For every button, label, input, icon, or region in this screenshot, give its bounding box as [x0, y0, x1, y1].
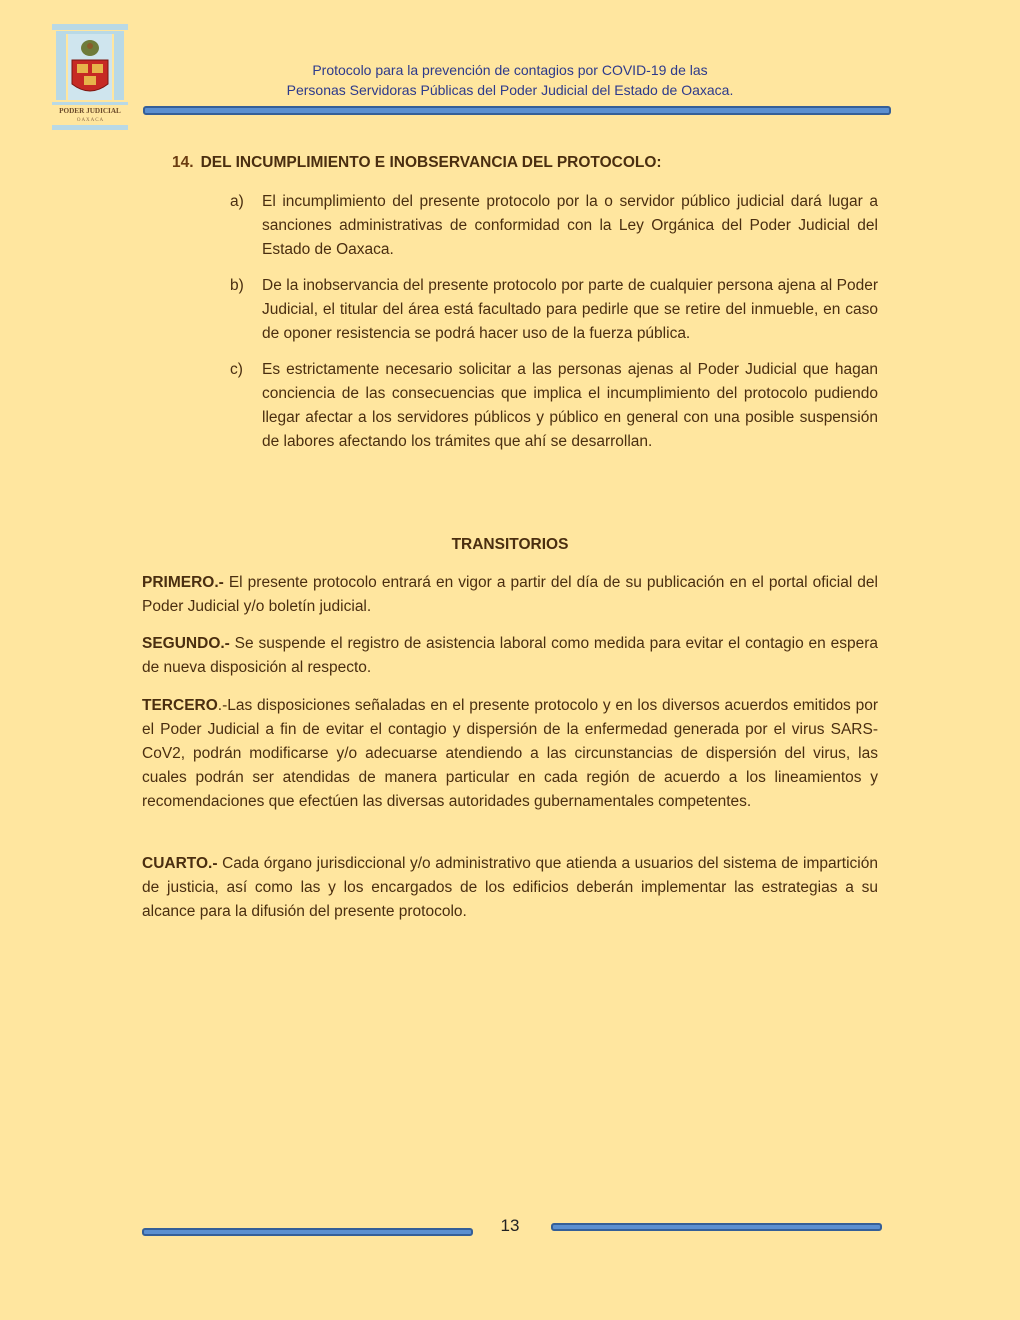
list-marker: b) [230, 277, 244, 294]
header-divider [143, 106, 891, 115]
transitorios-title: TRANSITORIOS [451, 536, 569, 553]
paragraph-primero [142, 571, 878, 619]
paragraph-label: CUARTO.- [142, 855, 218, 872]
paragraph-label: SEGUNDO.- [142, 635, 230, 652]
section-heading [172, 154, 662, 172]
list-item-text: Es estrictamente necesario solicitar a las personas ajenas al Poder Judicial que hagan conciencia de las consecuencias que implica el incumplimiento del protocolo pudiendo llegar afectar a los servidores públicos y público en general con una posible suspensión de labores afectando los trámites que ahí se desarrollan. [262, 361, 878, 450]
poder-judicial-logo [50, 22, 130, 132]
header-title-line1: Protocolo para la prevención de contagios por COVID-19 de las [312, 62, 708, 78]
footer-divider-right [551, 1223, 882, 1231]
header-title-line2: Personas Servidoras Públicas del Poder Judicial del Estado de Oaxaca. [286, 82, 734, 98]
list-item-text: De la inobservancia del presente protocolo por parte de cualquier persona ajena al Poder Judicial, el titular del área está facultado para pedirle que se retire del inmueble, en caso de oponer resistencia se podrá hacer uso de la fuerza pública. [262, 277, 878, 342]
header-title [220, 60, 800, 100]
paragraph-text: Cada órgano jurisdiccional y/o administrativo que atienda a usuarios del sistema de impartición de justicia, así como las y los encargados de los edificios deberán implementar las estrategias a su alcance para la difusión del presente protocolo. [142, 855, 878, 920]
paragraph-text: El presente protocolo entrará en vigor a partir del día de su publicación en el portal oficial del Poder Judicial y/o boletín judicial. [142, 574, 878, 615]
section-number: 14. [172, 154, 194, 171]
logo-text: PODER JUDICIAL [59, 107, 121, 115]
logo-subtext: O A X A C A [76, 118, 104, 123]
paragraph-text: Se suspende el registro de asistencia laboral como medida para evitar el contagio en espera de nueva disposición al respecto. [142, 635, 878, 676]
section-list [230, 190, 878, 466]
section-title: DEL INCUMPLIMIENTO E INOBSERVANCIA DEL PROTOCOLO: [200, 154, 662, 171]
paragraph-cuarto [142, 852, 878, 924]
list-marker: c) [230, 361, 243, 378]
paragraph-tercero [142, 694, 878, 814]
list-marker: a) [230, 193, 244, 210]
page-number: 13 [500, 1216, 520, 1235]
paragraph-label: PRIMERO.- [142, 574, 224, 591]
list-item-text: El incumplimiento del presente protocolo por la o servidor público judicial dará lugar a sanciones administrativas de conformidad con la Ley Orgánica del Poder Judicial del Estado de Oaxaca. [262, 193, 878, 258]
paragraph-segundo [142, 632, 878, 680]
paragraph-text: .-Las disposiciones señaladas en el presente protocolo y en los diversos acuerdos emitidos por el Poder Judicial a fin de evitar el contagio y dispersión de la enfermedad generada por el virus SARS-CoV2, podrán modificarse y/o adecuarse atendiendo a las circunstancias de dispersión del virus, las cuales podrán ser atendidas de manera particular en cada región de acuerdo a los lineamientos y recomendaciones que efectúen las diversas autoridades gubernamentales competentes. [142, 697, 878, 810]
list-item [230, 274, 878, 346]
list-item [230, 190, 878, 262]
paragraph-label: TERCERO [142, 697, 218, 714]
list-item [230, 358, 878, 454]
footer-divider-left [142, 1228, 473, 1236]
